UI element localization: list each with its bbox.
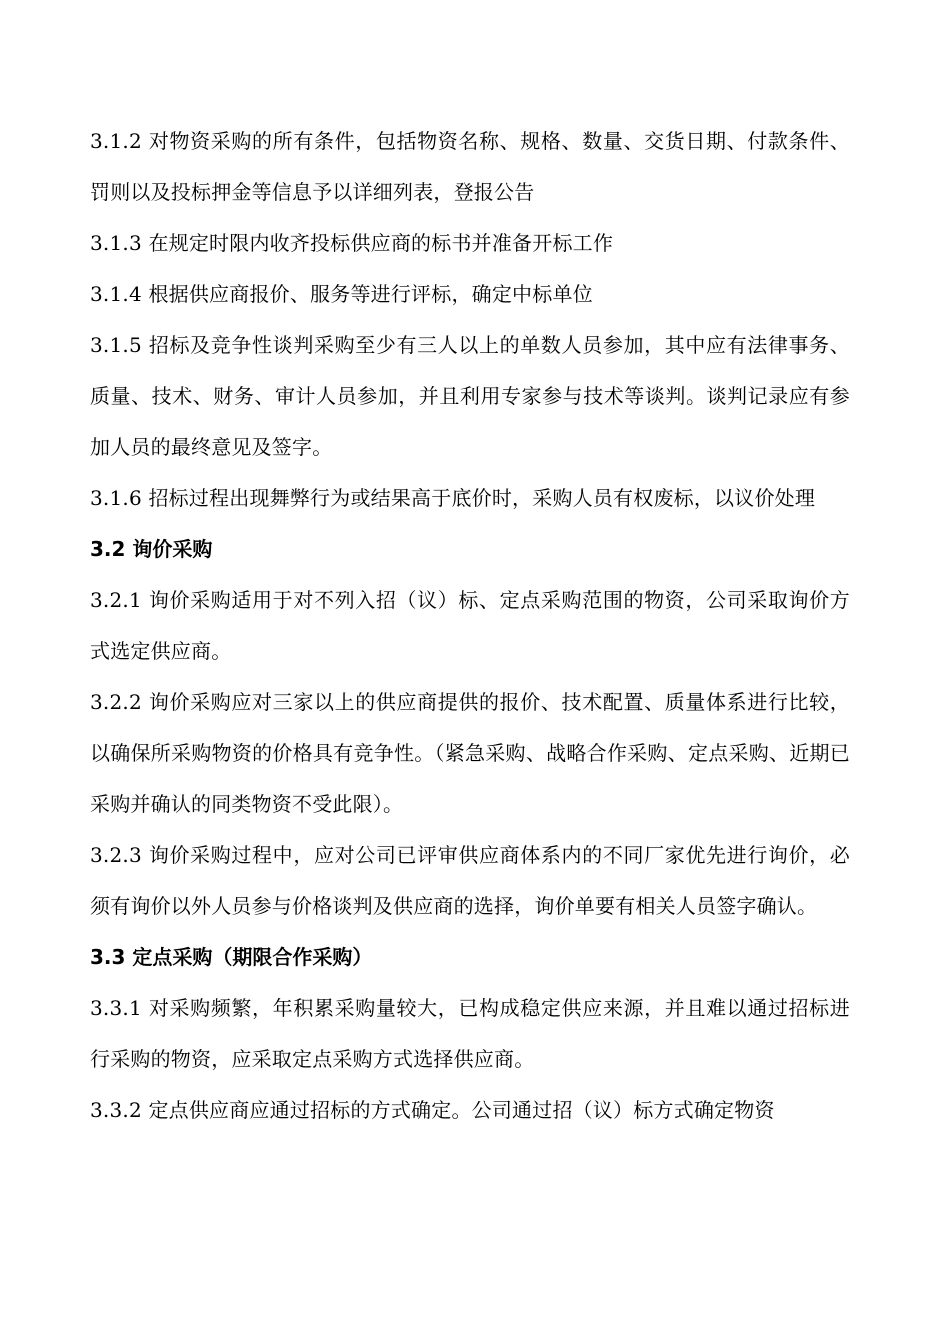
paragraph-3-3-1: 3.3.1 对采购频繁，年积累采购量较大，已构成稳定供应来源，并且难以通过招标进行采购的物资，应采取定点采购方式选择供应商。 bbox=[90, 996, 850, 1071]
paragraph-3-2-1: 3.2.1 询价采购适用于对不列入招（议）标、定点采购范围的物资，公司采取询价方式选定供应商。 bbox=[90, 588, 850, 663]
paragraph-3-1-3: 3.1.3 在规定时限内收齐投标供应商的标书并准备开标工作 bbox=[90, 231, 614, 255]
paragraph-3-2-3: 3.2.3 询价采购过程中，应对公司已评审供应商体系内的不同厂家优先进行询价，必须有询价以外人员参与价格谈判及供应商的选择，询价单要有相关人员签字确认。 bbox=[90, 843, 850, 918]
paragraph-3-1-4: 3.1.4 根据供应商报价、服务等进行评标，确定中标单位 bbox=[90, 282, 593, 306]
section-heading-3-3: 3.3 定点采购（期限合作采购） bbox=[90, 945, 373, 969]
paragraph-3-3-2: 3.3.2 定点供应商应通过招标的方式确定。公司通过招（议）标方式确定物资 bbox=[90, 1098, 775, 1122]
document-page bbox=[90, 116, 850, 1136]
paragraph-3-1-2: 3.1.2 对物资采购的所有条件，包括物资名称、规格、数量、交货日期、付款条件、罚则以及投标押金等信息予以详细列表，登报公告 bbox=[90, 129, 850, 204]
section-heading-3-2: 3.2 询价采购 bbox=[90, 537, 213, 561]
paragraph-3-1-5: 3.1.5 招标及竞争性谈判采购至少有三人以上的单数人员参加，其中应有法律事务、质量、技术、财务、审计人员参加，并且利用专家参与技术等谈判。谈判记录应有参加人员的最终意见及签字。 bbox=[90, 333, 850, 459]
paragraph-3-1-6: 3.1.6 招标过程出现舞弊行为或结果高于底价时，采购人员有权废标，以议价处理 bbox=[90, 486, 816, 510]
paragraph-3-2-2: 3.2.2 询价采购应对三家以上的供应商提供的报价、技术配置、质量体系进行比较，以确保所采购物资的价格具有竞争性。（紧急采购、战略合作采购、定点采购、近期已采购并确认的同类物资不受此限）。 bbox=[90, 690, 850, 816]
